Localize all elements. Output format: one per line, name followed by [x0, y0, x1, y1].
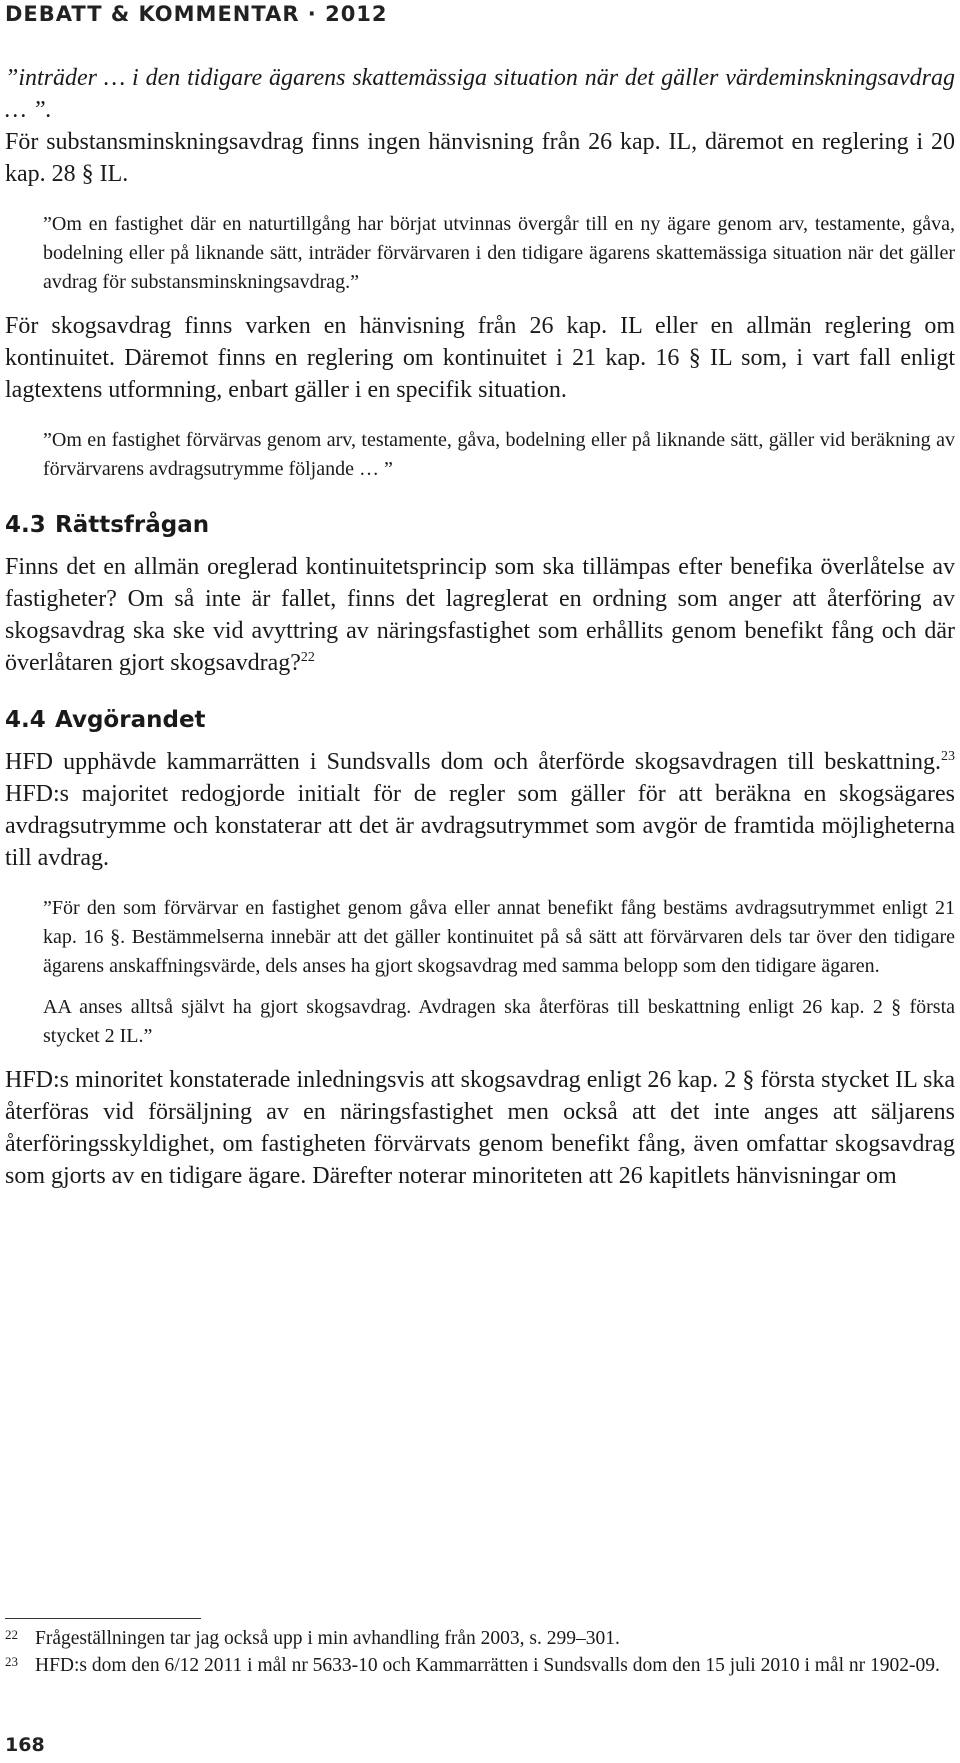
paragraph: För substansminskningsavdrag finns ingen hänvisning från 26 kap. IL, däremot en reglering i 20 kap. 28 § IL. [5, 129, 955, 187]
section-number: 4.4 [5, 707, 46, 733]
section-number: 4.3 [5, 512, 46, 538]
page-number: 168 [5, 1734, 45, 1756]
footnote-text: HFD:s dom den 6/12 2011 i mål nr 5633-10 och Kammarrätten i Sundsvalls dom den 15 juli 2010 i mål nr 1902-09. [35, 1655, 940, 1676]
footnote-text: Frågeställningen tar jag också upp i min avhandling från 2003, s. 299–301. [35, 1628, 620, 1649]
block-quote: AA anses alltså självt ha gjort skogsavdrag. Avdragen ska återföras till beskattning enligt 26 kap. 2 § första stycket 2 IL.” [43, 996, 955, 1047]
paragraph [5, 746, 955, 874]
section-heading-4-4 [5, 704, 955, 736]
paragraph-text: HFD:s majoritet redogjorde initialt för de regler som gäller för att beräkna en skogsägares avdragsutrymme och konstaterar att det är avdragsutrymmet som avgör de framtida möjligheterna till avdrag. [5, 781, 955, 871]
footnote-number: 23 [5, 1654, 18, 1669]
footnote-divider [5, 1618, 201, 1619]
footnote-ref[interactable]: 23 [941, 749, 955, 764]
footnotes [5, 1625, 955, 1679]
block-quote: ”För den som förvärvar en fastighet genom gåva eller annat benefikt fång bestäms avdragsutrymmet enligt 21 kap. 16 §. Bestämmelserna innebär att det gäller kontinuitet på så sätt att förvärvaren dels tar över den tidigare ägarens anskaffningsvärde, dels anses ha gjort skogsavdrag med samma belopp som den tidigare ägaren. [43, 897, 955, 977]
footnote-ref[interactable]: 22 [300, 650, 315, 665]
footnote-item [5, 1625, 955, 1652]
paragraph-text: HFD upphävde kammarrätten i Sundsvalls dom och återförde skogsavdragen till beskattning. [5, 749, 941, 775]
footnote-item [5, 1652, 955, 1679]
section-title: Rättsfrågan [55, 512, 210, 538]
paragraph: HFD:s minoritet konstaterade inledningsvis att skogsavdrag enligt 26 kap. 2 § första stycket IL ska återföras vid försäljning av en näringsfastighet men också att det inte anges att säljarens återföringsskyldighet, om fastigheten förvärvats genom benefikt fång, även omfattar skogsavdrag som gjorts av en tidigare ägare. Därefter noterar minoriteten att 26 kapitlets hänvisningar om [5, 1067, 955, 1189]
section-heading-4-3 [5, 509, 955, 541]
paragraph: ”inträder … i den tidigare ägarens skattemässiga situation när det gäller värdeminskningsavdrag … ”. [5, 65, 955, 123]
footnote-number: 22 [5, 1627, 18, 1642]
block-quote: ”Om en fastighet där en naturtillgång har börjat utvinnas övergår till en ny ägare genom arv, testamente, gåva, bodelning eller på liknande sätt, inträder förvärvaren i den tidigare ägarens skattemässiga situation när det gäller avdrag för substansminskningsavdrag.” [43, 213, 955, 293]
paragraph: För skogsavdrag finns varken en hänvisning från 26 kap. IL eller en allmän reglering om kontinuitet. Däremot finns en reglering om kontinuitet i 21 kap. 16 § IL som, i vart fall enligt lagtextens utformning, enbart gäller i en specifik situation. [5, 313, 955, 403]
block-quote: ”Om en fastighet förvärvas genom arv, testamente, gåva, bodelning eller på liknande sätt, gäller vid beräkning av förvärvarens avdragsutrymme följande … ” [43, 429, 955, 480]
section-title: Avgörandet [55, 707, 206, 733]
running-header: DEBATT & KOMMENTAR · 2012 [5, 2, 388, 26]
paragraph-text: Finns det en allmän oreglerad kontinuitetsprincip som ska tillämpas efter benefika överlåtelse av fastigheter? Om så inte är fallet, finns det lagreglerat en ordning som anger att återföring av skogsavdrag ska ske vid avyttring av näringsfastighet som erhållits genom benefikt fång och där överlåtaren gjort skogsavdrag? [5, 554, 955, 676]
article-body [5, 62, 955, 1192]
paragraph [5, 551, 955, 679]
